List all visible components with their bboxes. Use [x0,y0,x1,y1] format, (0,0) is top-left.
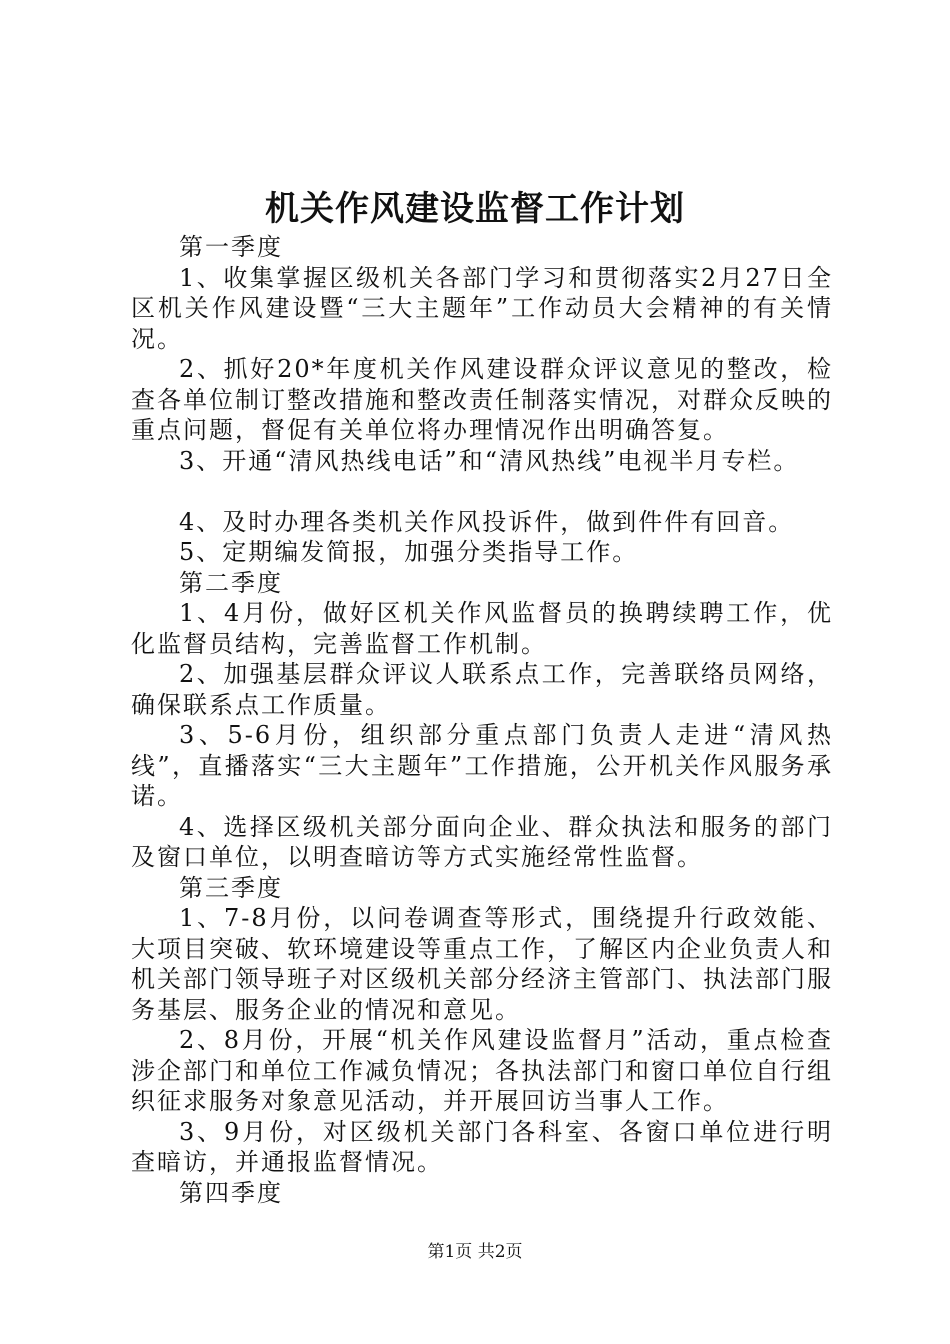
paragraph: 4、及时办理各类机关作风投诉件，做到件件有回音。 [179,507,795,536]
paragraph: 3、5-6月份，组织部分重点部门负责人走进“清风热线”，直播落实“三大主题年”工作措施，公开机关作风服务承诺。 [131,721,833,810]
document-body [131,232,833,1208]
paragraph: 2、加强基层群众评议人联系点工作，完善联络员网络，确保联系点工作质量。 [131,660,833,719]
paragraph: 2、抓好20*年度机关作风建设群众评议意见的整改，检查各单位制订整改措施和整改责任制落实情况，对群众反映的重点问题，督促有关单位将办理情况作出明确答复。 [131,355,833,444]
page-number: 第1页 共2页 [427,1242,523,1262]
paragraph: 1、4月份，做好区机关作风监督员的换聘续聘工作，优化监督员结构，完善监督工作机制。 [131,599,833,658]
paragraph: 1、7-8月份，以问卷调查等形式，围绕提升行政效能、大项目突破、软环境建设等重点工作，了解区内企业负责人和机关部门领导班子对区级机关部分经济主管部门、执法部门服务基层、服务企业的情况和意见。 [131,904,833,1024]
paragraph: 1、收集掌握区级机关各部门学习和贯彻落实2月27日全区机关作风建设暨“三大主题年”工作动员大会精神的有关情况。 [131,263,833,353]
section-heading-q4: 第四季度 [179,1178,283,1207]
paragraph: 3、9月份，对区级机关部门各科室、各窗口单位进行明查暗访，并通报监督情况。 [131,1117,833,1176]
paragraph: 4、选择区级机关部分面向企业、群众执法和服务的部门及窗口单位，以明查暗访等方式实施经常性监督。 [131,812,833,871]
paragraph: 3、开通“清风热线电话”和“清风热线”电视半月专栏。 [179,446,800,475]
paragraph: 2、8月份，开展“机关作风建设监督月”活动，重点检查涉企部门和单位工作减负情况；各执法部门和窗口单位自行组织征求服务对象意见活动，并开展回访当事人工作。 [131,1026,833,1115]
paragraph: 5、定期编发简报，加强分类指导工作。 [179,538,639,566]
section-heading-q3: 第三季度 [179,873,283,902]
section-heading-q1: 第一季度 [179,233,283,261]
section-heading-q2: 第二季度 [179,568,283,597]
document-title: 机关作风建设监督工作计划 [265,189,685,229]
